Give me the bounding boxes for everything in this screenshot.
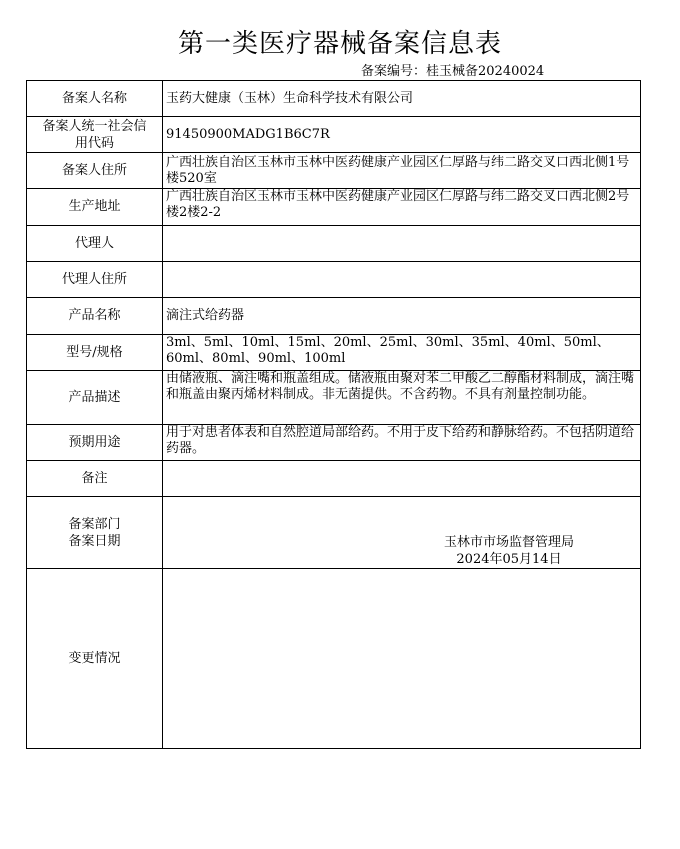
- intended-use-label: 预期用途: [27, 425, 163, 461]
- credit-code-value: 91450900MADG1B6C7R: [163, 117, 641, 153]
- remarks-value: [163, 461, 641, 497]
- filer-name-label: 备案人名称: [27, 81, 163, 117]
- filer-address-value: 广西壮族自治区玉林市玉林中医药健康产业园区仁厚路与纬二路交叉口西北侧1号楼520室: [163, 153, 641, 189]
- table-row-filer-address: [27, 153, 641, 189]
- registration-dept-label: 备案部门: [68, 516, 121, 532]
- intended-use-value: 用于对患者体表和自然腔道局部给药。不用于皮下给药和静脉给药。不包括阴道给药器。: [163, 425, 641, 461]
- model-spec-value: 3ml、5ml、10ml、15ml、20ml、25ml、30ml、35ml、40ml、50ml、60ml、80ml、90ml、100ml: [163, 335, 641, 371]
- table-row-filer-name: [27, 81, 641, 117]
- product-name-label: 产品名称: [27, 298, 163, 335]
- changes-label: 变更情况: [27, 569, 163, 749]
- table-row-agent: [27, 226, 641, 262]
- credit-code-label-line2: 用代码: [74, 135, 114, 151]
- registration-label: [27, 497, 163, 569]
- table-row-product-description: [27, 371, 641, 425]
- credit-code-label-line1: 备案人统一社会信: [42, 118, 147, 134]
- table-row-agent-address: [27, 262, 641, 298]
- registration-block: [166, 498, 636, 568]
- agent-label: 代理人: [27, 226, 163, 262]
- credit-code-label: [27, 117, 163, 153]
- table-row-registration: [27, 497, 641, 569]
- model-spec-label: 型号/规格: [27, 335, 163, 371]
- product-description-label: 产品描述: [27, 371, 163, 425]
- table-row-remarks: [27, 461, 641, 497]
- registration-department: 玉林市市场监督管理局: [443, 534, 574, 550]
- table-row-credit-code: [27, 117, 641, 153]
- registration-value: [163, 497, 641, 569]
- table-row-changes: [27, 569, 641, 749]
- registration-date-label: 备案日期: [68, 533, 121, 549]
- production-address-value: 广西壮族自治区玉林市玉林中医药健康产业园区仁厚路与纬二路交叉口西北侧2号楼2楼2-2: [163, 189, 641, 226]
- agent-address-value: [163, 262, 641, 298]
- table-row-production-address: [27, 189, 641, 226]
- filer-address-label: 备案人住所: [27, 153, 163, 189]
- changes-value: [163, 569, 641, 749]
- record-number: 备案编号：桂玉械备20240024: [361, 64, 545, 79]
- table-row-model-spec: [27, 335, 641, 371]
- info-table: [26, 80, 641, 749]
- registration-date: 2024年05月14日: [456, 551, 562, 567]
- page-title: 第一类医疗器械备案信息表: [177, 29, 502, 59]
- production-address-label: 生产地址: [27, 189, 163, 226]
- table-row-intended-use: [27, 425, 641, 461]
- remarks-label: 备注: [27, 461, 163, 497]
- agent-address-label: 代理人住所: [27, 262, 163, 298]
- filer-name-value: 玉药大健康（玉林）生命科学技术有限公司: [163, 81, 641, 117]
- product-name-value: 滴注式给药器: [163, 298, 641, 335]
- agent-value: [163, 226, 641, 262]
- table-row-product-name: [27, 298, 641, 335]
- product-description-value: 由储液瓶、滴注嘴和瓶盖组成。储液瓶由聚对苯二甲酸乙二醇酯材料制成，滴注嘴和瓶盖由聚丙烯材料制成。非无菌提供。不含药物。不具有剂量控制功能。: [163, 371, 641, 425]
